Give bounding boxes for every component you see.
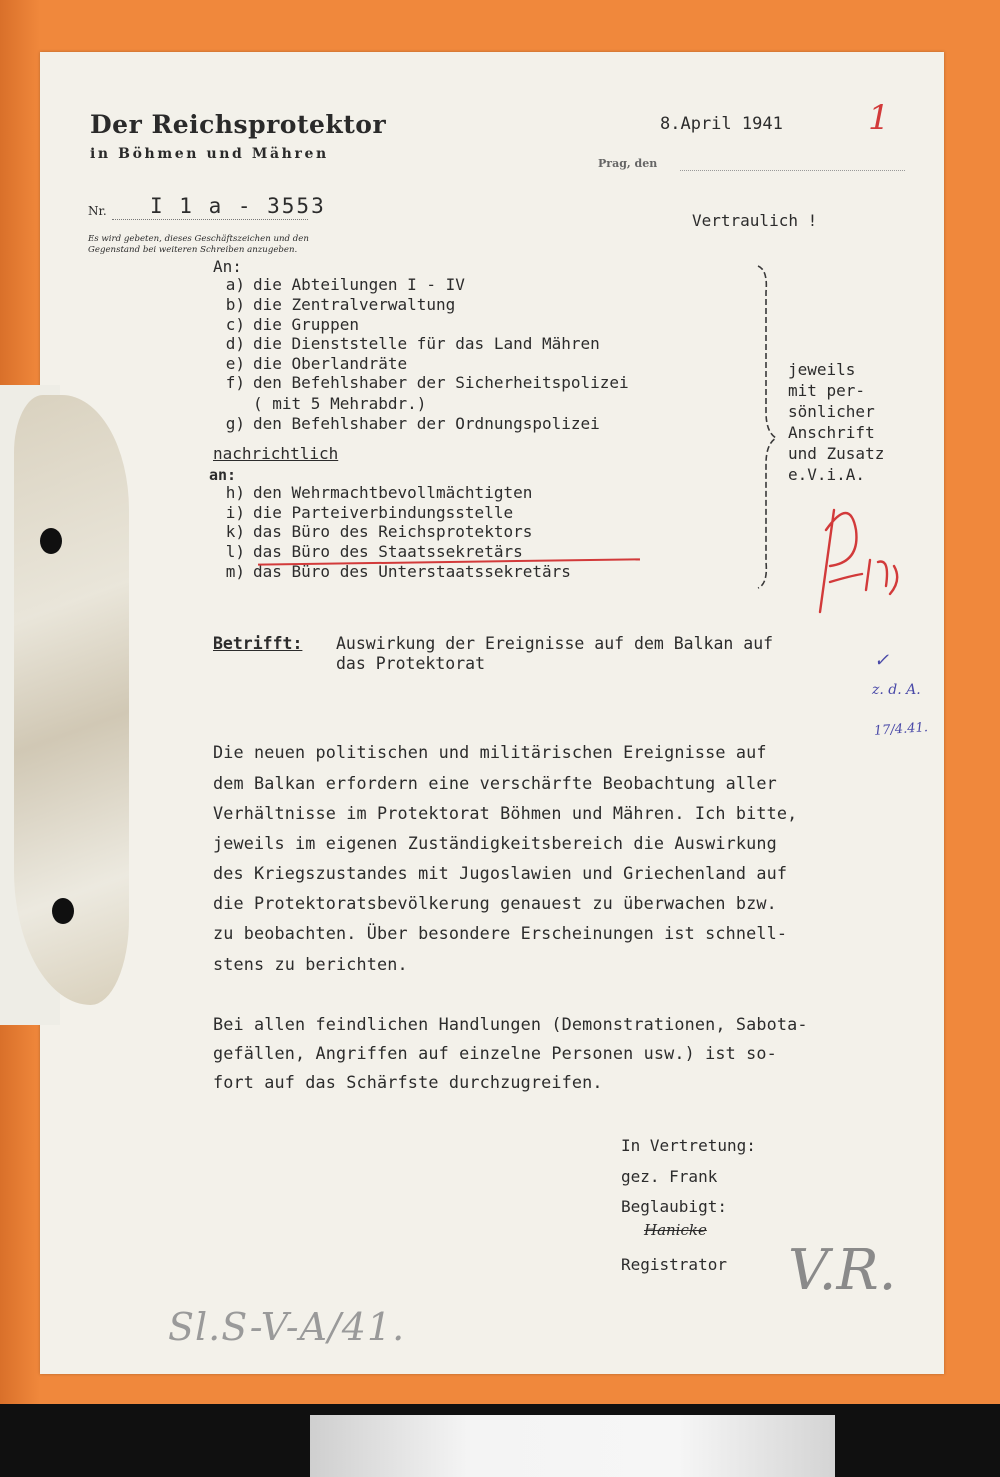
body-line: fort auf das Schärfste durchzugreifen. [213,1072,603,1092]
margin-note-line2: 17/4.41. [873,720,929,739]
cc-recipient-item: k) das Büro des Reichsprotektors [225,522,533,541]
ref-label: Nr. [88,204,107,218]
page-number-handwritten: 1 [868,98,890,138]
body-line: jeweils im eigenen Zuständigkeitsbereich die Auswirkung [213,833,777,853]
archive-mark: Sl.S-V-A/41. [168,1305,406,1349]
margin-note-line1: z. d. A. [872,682,921,698]
cc-recipient-item: l) das Büro des Staatssekretärs [225,542,523,561]
recipient-item: a) die Abteilungen I - IV [225,275,465,294]
document-date: 8.April 1941 [660,114,783,134]
recipient-item: d) die Dienststelle für das Land Mähren [225,334,600,353]
side-note-line: und Zusatz [788,444,885,463]
cc-label-an: an: [209,466,237,484]
ref-note-line1: Es wird gebeten, dieses Geschäftszeichen und den [88,234,309,244]
body-line: gefällen, Angriffen auf einzelne Personen usw.) ist so- [213,1043,777,1063]
body-line: des Kriegszustandes mit Jugoslawien und Griechenland auf [213,863,788,883]
place-dotted-line [680,170,905,171]
ref-dotted-line [112,219,308,220]
cc-recipient-item: i) die Parteiverbindungsstelle [225,503,514,522]
letterhead-title: Der Reichsprotektor [90,110,387,139]
signature-line1: In Vertretung: [621,1136,756,1155]
recipient-item: f) den Befehlshaber der Sicherheitspolizei [225,373,629,392]
body-line: dem Balkan erfordern eine verschärfte Beobachtung aller [213,773,777,793]
cc-label: nachrichtlich [213,444,339,463]
punch-hole-bottom [52,898,74,924]
recipient-item: c) die Gruppen [225,315,359,334]
side-note-line: jeweils [788,360,856,379]
confidential-mark: Vertraulich ! [692,211,818,230]
ref-number: I 1 a - 3553 [150,194,326,218]
side-note-line: mit per- [788,381,866,400]
body-line: zu beobachten. Über besondere Erscheinungen ist schnell- [213,923,788,943]
archive-tag-strip [310,1415,835,1477]
body-line: die Protektoratsbevölkerung genauest zu überwachen bzw. [213,893,777,913]
recipient-item: e) die Oberlandräte [225,354,408,373]
body-line: stens zu berichten. [213,954,408,974]
side-note-line: sönlicher [788,402,875,421]
cc-recipient-item: m) das Büro des Unterstaatssekretärs [225,562,571,581]
pencil-initials: V.R. [788,1238,897,1303]
margin-initial: ✓ [874,650,890,671]
recipient-item: b) die Zentralverwaltung [225,295,456,314]
punch-hole-top [40,528,62,554]
to-label: An: [213,257,242,276]
letterhead-subtitle: in Böhmen und Mähren [90,146,329,162]
red-paraph-mark [790,490,910,620]
subject-line2: das Protektorat [336,654,486,673]
registrar-signature: Hanicke [644,1221,707,1239]
side-note-line: Anschrift [788,423,875,442]
signature-line2: gez. Frank [621,1167,718,1186]
recipient-item: ( mit 5 Mehrabdr.) [253,394,427,413]
body-line: Verhältnisse im Protektorat Böhmen und Mähren. Ich bitte, [213,803,798,823]
subject-label: Betrifft: [213,634,303,653]
body-line: Die neuen politischen und militärischen Ereignisse auf [213,742,767,762]
signature-line4: Registrator [621,1255,727,1274]
signature-line3: Beglaubigt: [621,1197,727,1216]
place-label: Prag, den [598,157,658,170]
ref-note-line2: Gegenstand bei weiteren Schreiben anzugeben. [88,245,298,255]
cc-recipient-item: h) den Wehrmachtbevollmächtigten [225,483,533,502]
subject-line1: Auswirkung der Ereignisse auf dem Balkan auf [336,634,774,653]
recipient-item: g) den Befehlshaber der Ordnungspolizei [225,414,600,433]
brace-bracket [752,262,782,592]
body-line: Bei allen feindlichen Handlungen (Demonstrationen, Sabota- [213,1014,808,1034]
side-note-line: e.V.i.A. [788,465,866,484]
